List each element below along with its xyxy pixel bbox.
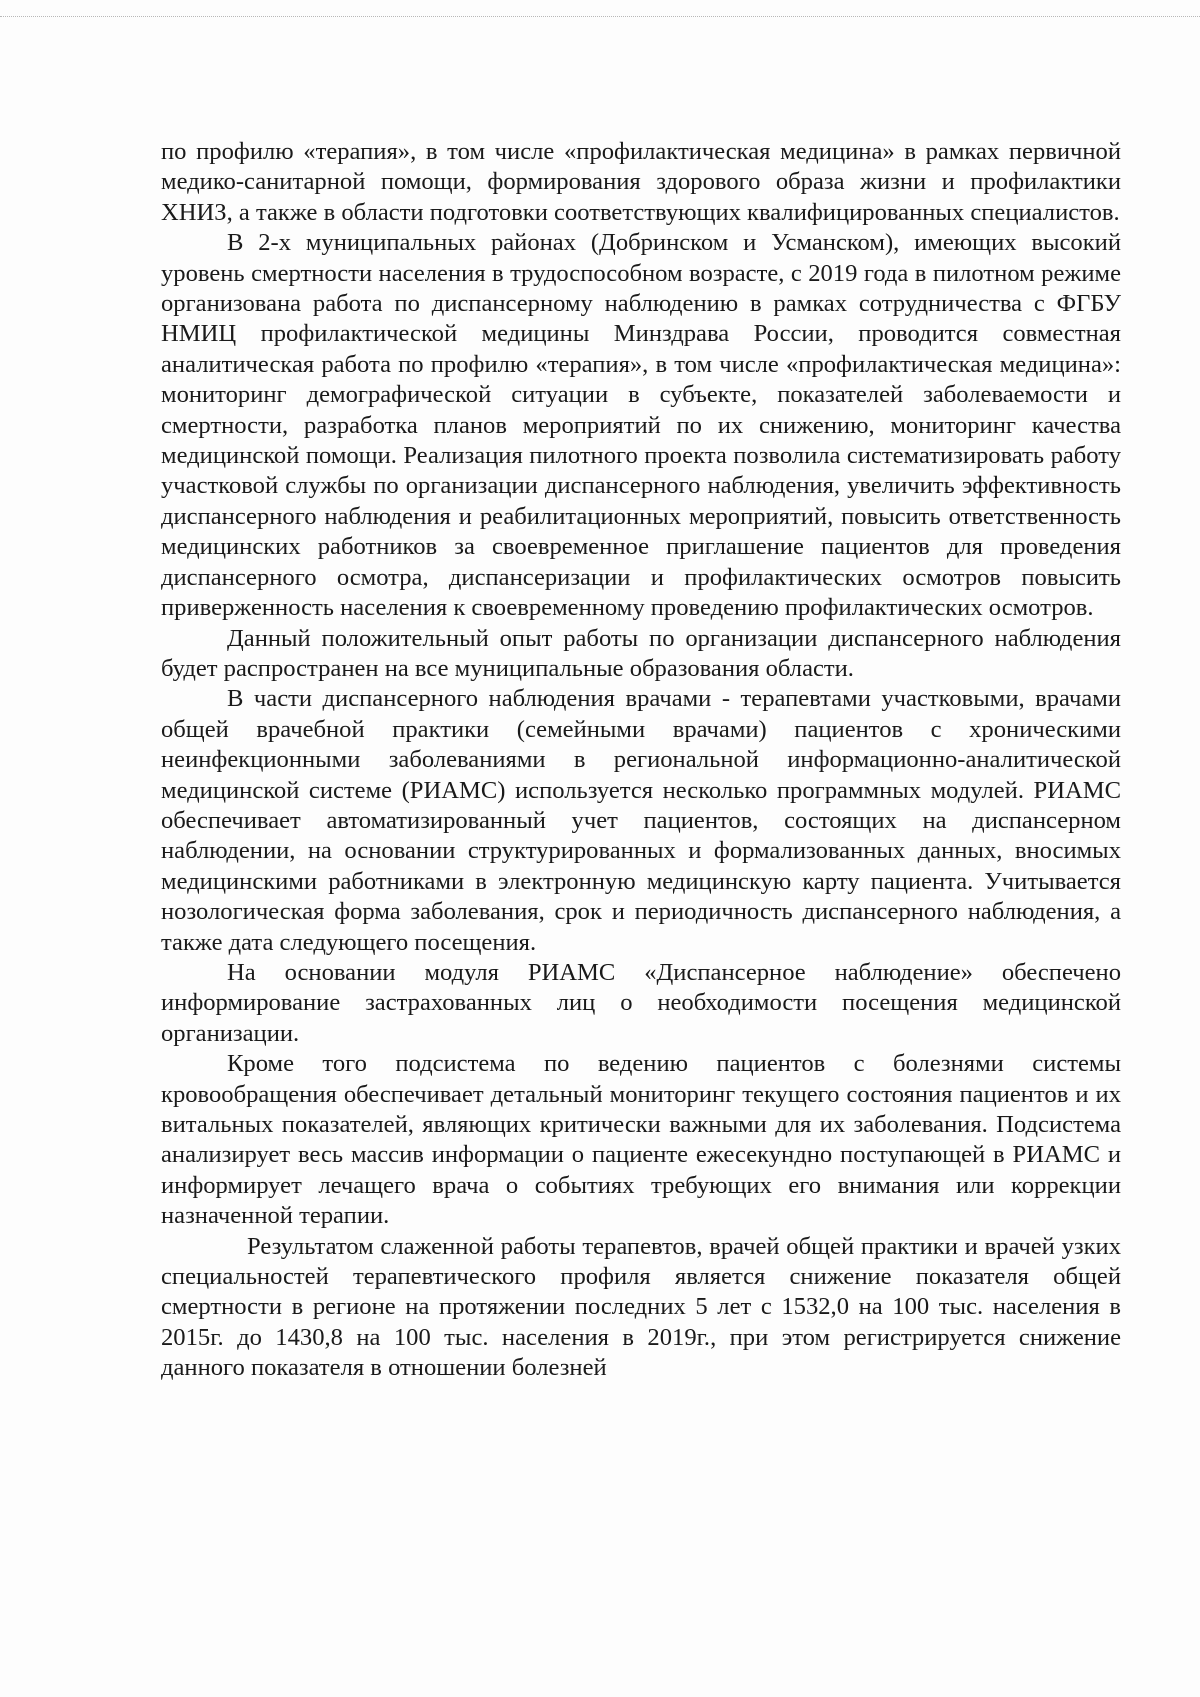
paragraph-pilot-districts: В 2-х муниципальных районах (Добринском и Усманском), имеющих высокий уровень смертности населения в трудоспособном возрасте, с 2019 года в пилотном режиме организована работа по диспансерному наблюдению в рамках сотрудничества с ФГБУ НМИЦ профилактической медицины Минздрава России, проводится совместная аналитическая работа по профилю «терапия», в том числе «профилактическая медицина»: мониторинг демографической ситуации в субъекте, показателей заболеваемости и смертности, разработка планов мероприятий по их снижению, мониторинг качества медицинской помощи. Реализация пилотного проекта позволила систематизировать работу участковой службы по организации диспансерного наблюдения, увеличить эффективность диспансерного наблюдения и реабилитационных мероприятий, повысить ответственность медицинских работников за своевременное приглашение пациентов для проведения диспансерного осмотра, диспансеризации и профилактических осмотров повысить приверженность населения к своевременному проведению профилактических осмотров.	[161, 229, 1121, 622]
paragraph-riams-modules: В части диспансерного наблюдения врачами - терапевтами участковыми, врачами общей врачебной практики (семейными врачами) пациентов с хроническими неинфекционными заболеваниями в региональной информационно-аналитической медицинской системе (РИАМС) используется несколько программных модулей. РИАМС обеспечивает автоматизированный учет пациентов, состоящих на диспансерном наблюдении, на основании структурированных и формализованных данных, вносимых медицинскими работниками в электронную медицинскую карту пациента. Учитывается нозологическая форма заболевания, срок и периодичность диспансерного наблюдения, а также дата следующего посещения.	[161, 685, 1121, 956]
page-top-edge	[0, 16, 1200, 17]
paragraph-mortality-results: Результатом слаженной работы терапевтов, врачей общей практики и врачей узких специальностей терапевтического профиля является снижение показателя общей смертности в регионе на протяжении последних 5 лет с 1532,0 на 100 тыс. населения в 2015г. до 1430,8 на 100 тыс. населения в 2019г., при этом регистрируется снижение данного показателя в отношении болезней	[161, 1232, 1121, 1382]
paragraph-continuation: по профилю «терапия», в том числе «профилактическая медицина» в рамках первичной медико-санитарной помощи, формирования здорового образа жизни и профилактики ХНИЗ, а также в области подготовки соответствующих квалифицированных специалистов.	[161, 138, 1121, 226]
paragraph-cardio-subsystem: Кроме того подсистема по ведению пациентов с болезнями системы кровообращения обеспечивает детальный мониторинг текущего состояния пациентов и их витальных показателей, являющих критически важными для их заболевания. Подсистема анализирует весь массив информации о пациенте ежесекундно поступающей в РИАМС и информирует лечащего врача о событиях требующих его внимания или коррекции назначенной терапии.	[161, 1050, 1121, 1230]
paragraph-riams-informing: На основании модуля РИАМС «Диспансерное наблюдение» обеспечено информирование застрахованных лиц о необходимости посещения медицинской организации.	[161, 958, 1121, 1047]
paragraph-positive-experience: Данный положительный опыт работы по организации диспансерного наблюдения будет распространен на все муниципальные образования области.	[161, 624, 1121, 682]
document-body	[161, 137, 1121, 1384]
